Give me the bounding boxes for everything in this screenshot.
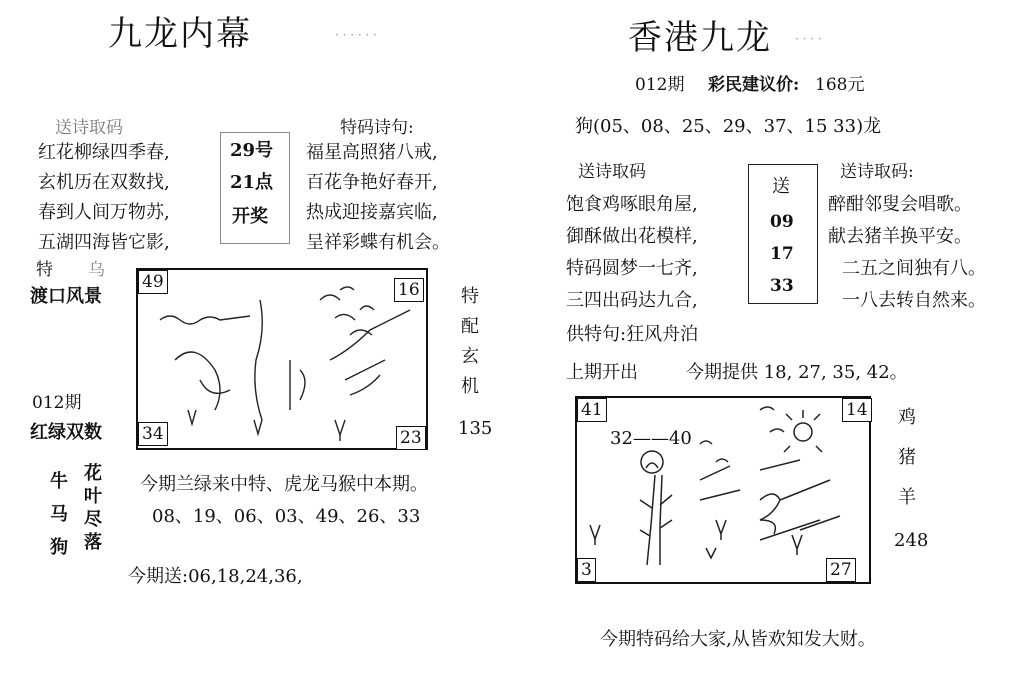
right-corner-br: 27 [826, 558, 856, 582]
left-draw-label: 开奖 [232, 206, 268, 227]
left-zodiac-1: 牛 [50, 471, 68, 492]
left-poem-left-4: 五湖四海皆它影, [38, 232, 170, 253]
right-picture-frame [575, 396, 871, 584]
left-side-char-2: 配 [461, 316, 479, 337]
right-poem-left-1: 饱食鸡啄眼角屋, [566, 194, 698, 215]
left-side-vertical [459, 282, 481, 402]
right-side-vertical [896, 398, 918, 518]
right-side-number: 248 [894, 530, 929, 551]
left-color-label: 红绿双数 [30, 422, 102, 443]
left-side-char-4: 机 [461, 376, 479, 397]
left-title: 九龙内幕 [108, 14, 252, 54]
left-issue: 012期 [32, 393, 82, 413]
left-flower-4: 落 [84, 532, 102, 553]
right-poem-right-2: 献去猪羊换平安。 [828, 226, 972, 247]
left-te-label-faint: 乌 [88, 260, 105, 280]
right-title: 香港九龙 [628, 18, 772, 58]
left-scene-label: 渡口风景 [30, 286, 102, 307]
left-zodiac-3: 狗 [50, 537, 68, 558]
left-side-char-1: 特 [461, 286, 479, 307]
right-issue: 012期 [635, 75, 685, 95]
left-poem-left-1: 红花柳绿四季春, [38, 142, 170, 163]
left-poem-left-3: 春到人间万物苏, [38, 202, 170, 223]
left-poem-right-header: 特码诗句: [340, 118, 414, 138]
right-dog-line: 狗(05、08、25、29、37、15 33)龙 [575, 116, 882, 137]
left-title-subtext: · · · · · · [335, 28, 377, 42]
left-line-1: 今期兰绿来中特、虎龙马猴中本期。 [140, 474, 428, 495]
right-send-label: 送 [772, 176, 790, 197]
left-corner-tr: 16 [394, 278, 424, 302]
right-corner-tr: 14 [842, 398, 872, 422]
left-flower-vertical [82, 462, 104, 554]
right-special-phrase: 供特句:狂风舟泊 [566, 324, 699, 345]
right-this-issue: 今期提供 18, 27, 35, 42。 [686, 362, 908, 383]
left-poem-left-header: 送诗取码 [55, 118, 123, 138]
right-poem-left-3: 特码圆梦一七齐, [566, 258, 698, 279]
left-draw-time: 21点 [230, 172, 274, 193]
left-poem-left-2: 玄机历在双数找, [38, 172, 170, 193]
right-poem-left-4: 三四出码达九合, [566, 290, 698, 311]
right-poem-left-2: 御酥做出花模样, [566, 226, 698, 247]
right-last-issue-label: 上期开出 [566, 362, 638, 383]
right-side-char-2: 猪 [898, 447, 916, 468]
right-poem-right-3: 二五之间独有八。 [842, 258, 986, 279]
left-corner-br: 23 [396, 426, 426, 450]
left-zodiac-vertical [48, 465, 70, 564]
right-poem-right-4: 一八去转自然来。 [842, 290, 986, 311]
left-poem-right-3: 热成迎接嘉宾临, [306, 202, 438, 223]
left-line-3: 今期送:06,18,24,36, [128, 566, 303, 587]
right-side-char-3: 羊 [898, 487, 916, 508]
left-poem-right-1: 福星高照猪八戒, [306, 142, 438, 163]
left-corner-tl: 49 [138, 270, 168, 294]
left-side-char-3: 玄 [461, 346, 479, 367]
right-poem-right-header: 送诗取码: [840, 162, 914, 182]
left-line-2: 08、19、06、03、49、26、33 [152, 506, 421, 527]
left-te-label: 特 [36, 260, 53, 280]
right-corner-tl: 41 [577, 398, 607, 422]
left-picture-frame [136, 268, 428, 450]
right-send-number-1: 09 [770, 212, 794, 232]
left-draw-date: 29号 [230, 140, 274, 161]
right-side-char-1: 鸡 [898, 407, 916, 428]
left-flower-2: 叶 [84, 486, 102, 507]
left-poem-right-4: 呈祥彩蝶有机会。 [306, 232, 450, 253]
right-send-number-2: 17 [770, 244, 794, 264]
right-pic-range: 32——40 [610, 428, 692, 449]
left-corner-bl: 34 [138, 422, 168, 446]
right-price-label: 彩民建议价: [708, 75, 800, 95]
right-poem-left-header: 送诗取码 [578, 162, 646, 182]
right-poem-right-1: 醉酣邻叟会唱歌。 [828, 194, 972, 215]
left-zodiac-2: 马 [50, 504, 68, 525]
right-footer: 今期特码给大家,从皆欢知发大财。 [600, 629, 876, 650]
left-side-number: 135 [458, 418, 493, 439]
left-poem-right-2: 百花争艳好春开, [306, 172, 438, 193]
left-flower-1: 花 [84, 463, 102, 484]
right-title-subtext: · · · · [795, 32, 822, 46]
right-price-value: 168元 [815, 75, 865, 95]
right-send-number-3: 33 [770, 276, 794, 296]
right-corner-bl: 3 [577, 558, 596, 582]
left-flower-3: 尽 [84, 509, 102, 530]
